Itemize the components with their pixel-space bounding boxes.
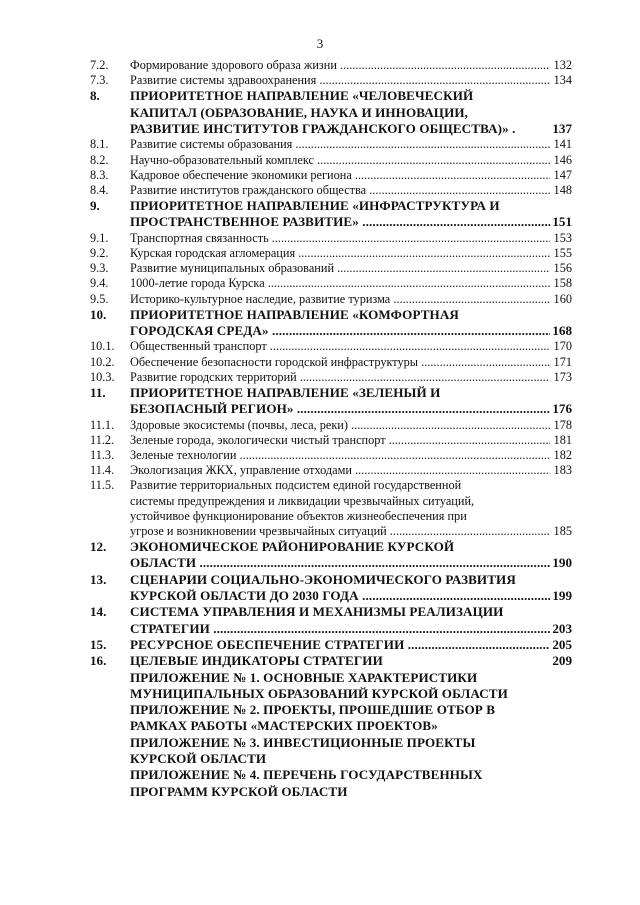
dot-leader	[359, 588, 550, 603]
toc-entry-number: 12.	[90, 539, 107, 555]
toc-entry-title-line: КУРСКОЙ ОБЛАСТИ	[130, 751, 267, 766]
toc-entry-page: 171	[553, 354, 572, 369]
toc-entry	[90, 653, 572, 800]
toc-entry-title-line: ПРИОРИТЕТНОЕ НАПРАВЛЕНИЕ «ЗЕЛЕНЫЙ И	[130, 384, 441, 400]
toc-entry-number: 10.	[90, 306, 107, 322]
toc-entry-page: 146	[553, 152, 572, 167]
dot-leader	[294, 401, 550, 416]
toc-entry-number: 8.	[90, 88, 100, 104]
toc-entry-page: 134	[553, 73, 572, 88]
toc-entry-title-line: РАМКАХ РАБОТЫ «МАСТЕРСКИХ ПРОЕКТОВ»	[130, 718, 438, 734]
toc-entry-page: 181	[553, 432, 572, 447]
toc-entry-title-line: Транспортная связанность .....	[130, 231, 550, 246]
toc-entry-number: 10.2.	[90, 354, 115, 369]
toc-entry-page: 160	[553, 291, 572, 306]
toc-entry-title-line: Развитие территориальных подсистем единой государственной	[130, 478, 462, 493]
toc-entry-title-line: ПРОГРАММ КУРСКОЙ ОБЛАСТИ	[130, 783, 348, 799]
toc-entry-title-line: КАПИТАЛ (ОБРАЗОВАНИЕ, НАУКА И ИННОВАЦИИ,	[130, 104, 469, 120]
toc-entry-title-line: Развитие институтов гражданского общества .....	[130, 183, 550, 198]
toc-entry-number: 9.1.	[90, 230, 109, 245]
toc-entry-number: 16.	[90, 653, 107, 669]
toc-entry-title-line: Здоровые экосистемы (почвы, леса, реки) .....	[130, 418, 550, 433]
toc-entry-title-line: 1000-летие города Курска .....	[130, 276, 550, 291]
toc-entry-number: 11.	[90, 384, 106, 400]
dot-leader	[265, 276, 550, 290]
toc-entry-title-line: Экологизация ЖКХ, управление отходами .....	[130, 463, 550, 478]
dot-leader	[352, 168, 550, 182]
page-number: 3	[316, 36, 324, 51]
toc-entry-page: 190	[552, 555, 572, 571]
toc-entry-number: 13.	[90, 571, 107, 587]
toc-entry	[90, 539, 572, 572]
toc-entry-number: 11.3.	[90, 447, 115, 462]
toc-entry	[90, 58, 572, 73]
toc-entry-page: 182	[553, 447, 572, 462]
toc-entry-number: 7.3.	[90, 73, 109, 88]
dot-leader	[267, 339, 550, 353]
toc-entry-number: 11.5.	[90, 478, 115, 493]
toc-entry-number: 11.1.	[90, 417, 115, 432]
toc-entry-title-line: системы предупреждения и ликвидации чрезвычайных ситуаций,	[130, 493, 475, 508]
toc-entry-page: 183	[553, 463, 572, 478]
dot-leader	[297, 370, 550, 384]
toc-entry-number: 14.	[90, 604, 107, 620]
toc-entry-page: 153	[553, 230, 572, 245]
toc-entry	[90, 478, 572, 539]
toc-entry-page: 209	[552, 653, 572, 669]
toc-entry-number: 15.	[90, 636, 107, 652]
dot-leader	[269, 323, 550, 338]
toc-entry-title-line: ПРОСТРАНСТВЕННОЕ РАЗВИТИЕ» .....	[130, 214, 550, 230]
toc-entry-title-line: СТРАТЕГИИ .....	[130, 621, 550, 637]
toc-entry	[90, 604, 572, 637]
toc-entry-number: 8.4.	[90, 182, 109, 197]
toc-entry-title-line: Зеленые города, экологически чистый транспорт .....	[130, 433, 550, 448]
dot-leader	[386, 433, 550, 447]
dot-leader	[359, 214, 550, 229]
dot-leader	[418, 355, 550, 369]
dot-leader	[348, 418, 550, 432]
toc-entry-title-line: Развитие системы здравоохранения .....	[130, 73, 550, 88]
toc-entry-page: 173	[553, 369, 572, 384]
toc-entry-title-line: Формирование здорового образа жизни .....	[130, 58, 550, 73]
toc-entry	[90, 447, 572, 463]
toc-entry	[90, 417, 572, 433]
toc-entry-page: 156	[553, 261, 572, 276]
toc-entry-number: 9.	[90, 198, 100, 214]
toc-entry-title-line: Общественный транспорт .....	[130, 339, 550, 354]
dot-leader	[404, 637, 550, 652]
toc-entry	[90, 276, 572, 291]
dot-leader	[352, 463, 550, 477]
dot-leader	[366, 183, 550, 197]
toc-entry-page: 148	[553, 182, 572, 197]
dot-leader	[210, 621, 550, 636]
toc-entry-title-line: ПРИЛОЖЕНИЕ № 2. ПРОЕКТЫ, ПРОШЕДШИЕ ОТБОР В	[130, 702, 496, 718]
toc-entry-title-line: угрозе и возникновении чрезвычайных ситуаций .....	[130, 524, 550, 539]
toc-entry-title-line: ГОРОДСКАЯ СРЕДА» .....	[130, 323, 550, 339]
toc-entry	[90, 245, 572, 261]
toc-entry	[90, 384, 572, 418]
toc-entry	[90, 636, 572, 653]
toc-entry-title-line: РАЗВИТИЕ ИНСТИТУТОВ ГРАЖДАНСКОГО ОБЩЕСТВА)» .	[130, 121, 516, 136]
toc-entry-title-line: ЦЕЛЕВЫЕ ИНДИКАТОРЫ СТРАТЕГИИ	[130, 653, 383, 669]
toc-entry	[90, 182, 572, 198]
toc-entry-page: 155	[553, 245, 572, 260]
toc-entry-number: 10.3.	[90, 369, 115, 384]
toc-entry-page: 158	[553, 276, 572, 291]
dot-leader	[334, 261, 550, 275]
toc-entry-title-line: Развитие системы образования .....	[130, 137, 550, 152]
toc-entry	[90, 306, 572, 340]
toc-entry-title-line: Обеспечение безопасности городской инфраструктуры .....	[130, 355, 550, 370]
toc-entry	[90, 261, 572, 276]
toc-entry-page: 205	[552, 636, 572, 652]
toc-entry	[90, 463, 572, 478]
dot-leader	[314, 153, 550, 167]
toc-entry-number: 11.2.	[90, 432, 115, 447]
toc-entry-title-line: Историко-культурное наследие, развитие туризма .....	[130, 292, 550, 307]
toc-entry-number: 10.1.	[90, 339, 115, 354]
toc-entry-title-line: Зеленые технологии .....	[130, 448, 550, 463]
toc-entry-title-line: ПРИЛОЖЕНИЕ № 1. ОСНОВНЫЕ ХАРАКТЕРИСТИКИ	[130, 669, 478, 685]
toc-entry	[90, 152, 572, 168]
toc-entry-number: 8.3.	[90, 167, 109, 182]
toc-entry-title-line: БЕЗОПАСНЫЙ РЕГИОН» .....	[130, 401, 550, 417]
dot-leader	[316, 73, 550, 87]
toc-entry-title-line: ПРИОРИТЕТНОЕ НАПРАВЛЕНИЕ «ИНФРАСТРУКТУРА И	[130, 198, 500, 214]
toc-entry-number: 9.2.	[90, 245, 109, 260]
toc-entry-page: 199	[552, 588, 572, 604]
dot-leader	[387, 524, 550, 538]
toc-entry-number: 9.5.	[90, 291, 109, 306]
toc-entry-page: 137	[552, 121, 572, 136]
toc-entry	[90, 230, 572, 246]
dot-leader	[196, 555, 550, 570]
dot-leader	[292, 137, 550, 151]
toc-entry-title-line: Кадровое обеспечение экономики региона .....	[130, 168, 550, 183]
toc-entry-title-line: КУРСКОЙ ОБЛАСТИ ДО 2030 ГОДА .....	[130, 588, 550, 604]
toc-entry-page: 141	[553, 137, 572, 152]
toc-entry	[90, 137, 572, 152]
toc-entry	[90, 432, 572, 448]
toc-entry-title-line: МУНИЦИПАЛЬНЫХ ОБРАЗОВАНИЙ КУРСКОЙ ОБЛАСТИ	[130, 685, 508, 701]
toc-entry	[90, 167, 572, 183]
toc-entry-number: 9.3.	[90, 261, 109, 276]
toc-entry-page: 176	[552, 401, 572, 417]
toc-entry	[90, 291, 572, 307]
toc-entry	[90, 339, 572, 354]
table-of-contents	[90, 58, 572, 800]
toc-entry-title-line: устойчивое функционирование объектов жизнеобеспечения при	[130, 508, 467, 523]
toc-entry-title-line: Развитие муниципальных образований .....	[130, 261, 550, 276]
toc-entry-title-line: РЕСУРСНОЕ ОБЕСПЕЧЕНИЕ СТРАТЕГИИ .....	[130, 637, 550, 653]
toc-entry	[90, 354, 572, 370]
toc-entry-page: 185	[553, 523, 572, 538]
toc-entry-title-line: ЭКОНОМИЧЕСКОЕ РАЙОНИРОВАНИЕ КУРСКОЙ	[130, 539, 455, 555]
toc-entry-title-line: Курская городская агломерация .....	[130, 246, 550, 261]
toc-entry	[90, 73, 572, 88]
toc-entry-page: 147	[553, 167, 572, 182]
toc-entry	[90, 198, 572, 231]
toc-entry-title-line: СИСТЕМА УПРАВЛЕНИЯ И МЕХАНИЗМЫ РЕАЛИЗАЦИИ	[130, 604, 504, 620]
dot-leader	[269, 231, 550, 245]
toc-entry-title-line: Развитие городских территорий .....	[130, 370, 550, 385]
toc-entry-page: 132	[553, 58, 572, 72]
toc-entry-number: 11.4.	[90, 463, 115, 478]
toc-entry-number: 8.2.	[90, 152, 109, 167]
toc-entry-number: 8.1.	[90, 137, 109, 152]
toc-entry-title-line: ПРИЛОЖЕНИЕ № 4. ПЕРЕЧЕНЬ ГОСУДАРСТВЕННЫХ	[130, 767, 483, 783]
toc-entry-page: 178	[553, 417, 572, 432]
toc-entry-title-line: Научно-образовательный комплекс .....	[130, 153, 550, 168]
toc-entry-title-line: ПРИОРИТЕТНОЕ НАПРАВЛЕНИЕ «ЧЕЛОВЕЧЕСКИЙ	[130, 88, 474, 104]
toc-entry-page: 151	[552, 214, 572, 230]
dot-leader	[295, 246, 550, 260]
toc-entry-page: 168	[552, 323, 572, 339]
dot-leader	[390, 292, 550, 306]
toc-entry-title-line: ПРИЛОЖЕНИЕ № 3. ИНВЕСТИЦИОННЫЕ ПРОЕКТЫ	[130, 734, 476, 750]
dot-leader	[337, 58, 550, 72]
toc-entry-page: 170	[553, 339, 572, 354]
toc-entry-number: 7.2.	[90, 58, 109, 72]
dot-leader	[236, 448, 550, 462]
toc-entry-title-line: ОБЛАСТИ .....	[130, 555, 550, 571]
toc-entry	[90, 369, 572, 385]
toc-entry-title-line: ПРИОРИТЕТНОЕ НАПРАВЛЕНИЕ «КОМФОРТНАЯ	[130, 306, 459, 322]
toc-entry	[90, 571, 572, 605]
toc-entry-number: 9.4.	[90, 276, 109, 291]
toc-entry-title-line: СЦЕНАРИИ СОЦИАЛЬНО-ЭКОНОМИЧЕСКОГО РАЗВИТИЯ	[130, 571, 516, 587]
toc-entry-page: 203	[552, 620, 572, 636]
toc-entry	[90, 88, 572, 137]
